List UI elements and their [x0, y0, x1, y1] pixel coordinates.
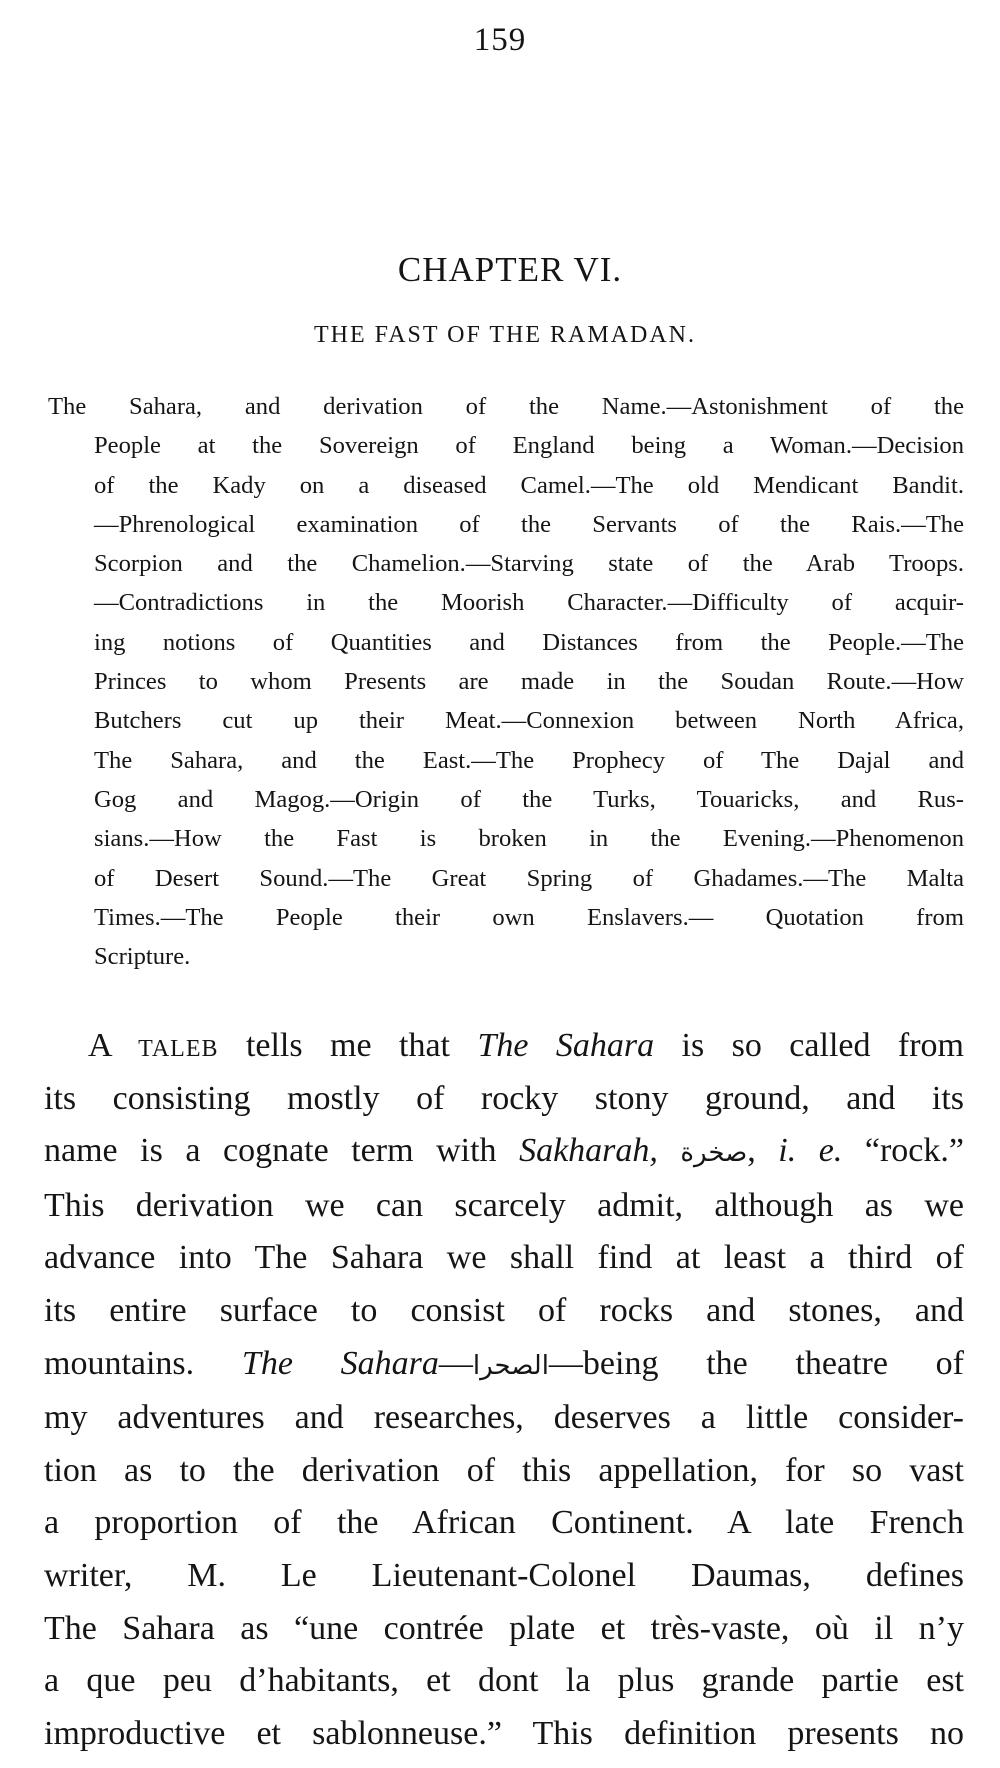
summary-line: Scorpion and the Chamelion.—Starving state of the Arab Troops.: [94, 550, 964, 578]
body-line: a que peu d’habitants, et dont la plus grande partie est: [44, 1662, 964, 1700]
arabic-word: صخرة: [680, 1138, 748, 1169]
body-line: writer, M. Le Lieutenant-Colonel Daumas, defines: [44, 1556, 964, 1594]
body-line: advance into The Sahara we shall find at least a third of: [44, 1239, 964, 1277]
text-segment: mountains.: [44, 1344, 242, 1382]
italic-term: The Sahara: [241, 1344, 439, 1382]
arabic-word: الصحرا: [472, 1350, 549, 1381]
body-line: The Sahara as “une contrée plate et très-vaste, où il n’y: [44, 1609, 964, 1647]
summary-line: of the Kady on a diseased Camel.—The old Mendicant Bandit.: [94, 471, 964, 499]
body-line: my adventures and researches, deserves a little consider-: [44, 1399, 964, 1437]
text-segment: —: [438, 1344, 473, 1382]
text-segment: name is a cognate term with: [44, 1132, 520, 1170]
italic-term: The Sahara: [477, 1027, 655, 1064]
summary-line: —Phrenological examination of the Servants of the Rais.—The: [94, 510, 964, 538]
body-line: This derivation we can scarcely admit, although as we: [44, 1186, 964, 1224]
italic-term: i. e.: [778, 1132, 843, 1170]
chapter-summary: [48, 387, 964, 976]
body-line: [44, 1020, 964, 1073]
text-segment: —being the theatre of: [548, 1344, 964, 1382]
chapter-title: CHAPTER VI.: [397, 250, 623, 289]
italic-term: Sakharah,: [519, 1132, 658, 1170]
body-line: [44, 1338, 964, 1393]
body-line: its consisting mostly of rocky stony ground, and its: [44, 1079, 964, 1117]
summary-line: Butchers cut up their Meat.—Connexion between North Africa,: [94, 707, 964, 735]
small-caps-word: taleb: [138, 1027, 219, 1064]
body-paragraph: [44, 1020, 964, 1760]
summary-line: of Desert Sound.—The Great Spring of Ghadames.—The Malta: [94, 864, 964, 892]
summary-line: Princes to whom Presents are made in the Soudan Route.—How: [94, 668, 964, 696]
summary-line: Times.—The People their own Enslavers.— Quotation from: [94, 903, 964, 931]
body-line: tion as to the derivation of this appellation, for so vast: [44, 1451, 964, 1489]
text-segment: A: [88, 1027, 139, 1064]
summary-line: Gog and Magog.—Origin of the Turks, Touaricks, and Rus-: [94, 785, 964, 813]
text-segment: ,: [747, 1132, 779, 1170]
body-line: improductive et sablonneuse.” This definition presents no: [44, 1714, 964, 1752]
body-line: its entire surface to consist of rocks and stones, and: [44, 1291, 964, 1329]
summary-line: sians.—How the Fast is broken in the Evening.—Phenomenon: [94, 825, 964, 853]
summary-line: Scripture.: [94, 943, 191, 971]
summary-line: —Contradictions in the Moorish Character.—Difficulty of acquir-: [94, 589, 964, 617]
text-segment: tells me that: [218, 1027, 478, 1064]
body-line: [44, 1125, 964, 1180]
text-segment: is so called from: [654, 1027, 964, 1064]
page-number: 159: [473, 22, 527, 58]
body-line: a proportion of the African Continent. A late French: [44, 1504, 964, 1542]
text-segment: “rock.”: [842, 1132, 964, 1170]
summary-line: The Sahara, and derivation of the Name.—Astonishment of the: [48, 393, 964, 420]
summary-line: ing notions of Quantities and Distances from the People.—The: [94, 628, 964, 656]
summary-line: People at the Sovereign of England being a Woman.—Decision: [94, 432, 964, 460]
chapter-subtitle: THE FAST OF THE RAMADAN.: [313, 322, 697, 348]
summary-line: The Sahara, and the East.—The Prophecy of The Dajal and: [94, 746, 964, 774]
